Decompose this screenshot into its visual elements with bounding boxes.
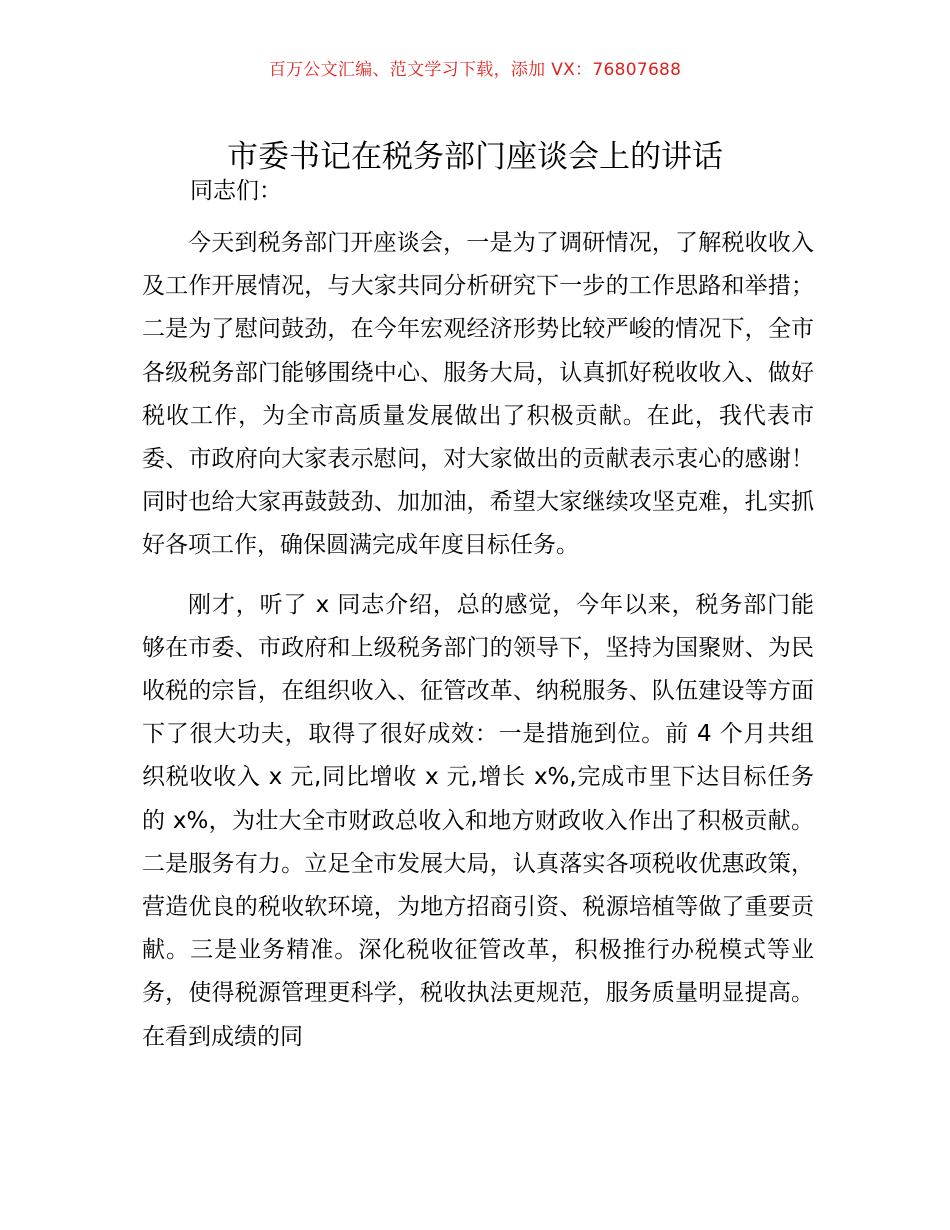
paragraph: 刚才，听了 x 同志介绍，总的感觉，今年以来，税务部门能够在市委、市政府和上级税务部门的领导下，坚持为国聚财、为民收税的宗旨，在组织收入、征管改革、纳税服务、队伍建设等方面下了很大功夫，取得了很好成效：一是措施到位。前 4 个月共组织税收收入 x 元,同比增收 x 元,增长 x%,完成市里下达目标任务的 x%，为壮大全市财政总收入和地方财政收入作出了积极贡献。二是服务有力。立足全市发展大局，认真落实各项税收优惠政策，营造优良的税收软环境，为地方招商引资、税源培植等做了重要贡献。三是业务精准。深化税收征管改革，积极推行办税模式等业务，使得税源管理更科学，税收执法更规范，服务质量明显提高。在看到成绩的同 xyxy=(142,591,814,1050)
document-body xyxy=(142,222,814,1059)
document-title: 市委书记在税务部门座谈会上的讲话 xyxy=(227,138,723,175)
salutation: 同志们： xyxy=(190,178,282,204)
paragraph: 今天到税务部门开座谈会，一是为了调研情况，了解税收收入及工作开展情况，与大家共同分析研究下一步的工作思路和举措；二是为了慰问鼓劲，在今年宏观经济形势比较严峻的情况下，全市各级税务部门能够围绕中心、服务大局，认真抓好税收收入、做好税收工作，为全市高质量发展做出了积极贡献。在此，我代表市委、市政府向大家表示慰问，对大家做出的贡献表示衷心的感谢！同时也给大家再鼓鼓劲、加加油，希望大家继续攻坚克难，扎实抓好各项工作，确保圆满完成年度目标任务。 xyxy=(142,230,814,559)
header-watermark: 百万公文汇编、范文学习下载，添加 VX：76807688 xyxy=(268,60,682,80)
